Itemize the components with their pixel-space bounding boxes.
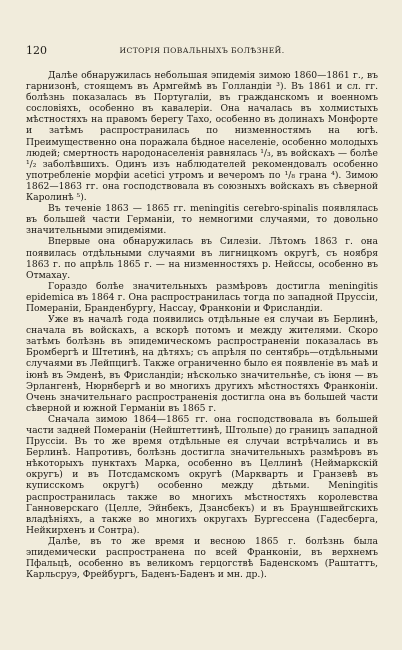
page-number: 120 xyxy=(26,44,47,57)
page-body xyxy=(26,70,378,580)
page-header xyxy=(26,45,378,57)
paragraph: Далѣе обнаружилась небольшая эпидемія зимою 1860—1861 г., въ гарнизонѣ, стоящемъ въ Армгеймѣ въ Голландіи ³). Въ 1861 и сл. гг. болѣзнь показалась въ Португаліи, въ гражданскомъ и военномъ сословіяхъ, особенно въ кавалеріи. Она началась въ холмистыхъ мѣстностяхъ на правомъ берегу Тахо, особенно въ долинахъ Монфорте и затѣмъ распространилась по низменностямъ на югѣ. Преимущественно она поражала бѣдное населеніе, особенно молодыхъ людей; смертность народонаселенія равнялась ¹/₃, въ войскахъ — болѣе ¹/₂ заболѣвшихъ. Одинъ изъ наблюдателей рекомендовалъ особенно употребленіе морфіи acetici утромъ и вечеромъ по ¹/₈ грана ⁴). Зимою 1862—1863 гг. она господствовала въ союзныхъ войскахъ въ сѣверной Каролинѣ ⁵). xyxy=(26,70,378,204)
paragraph: Далѣе, въ то же время и весною 1865 г. болѣзнь была эпидемически распространена по всей Франконіи, въ верхнемъ Пфальцѣ, особенно въ великомъ герцогствѣ Баденскомъ (Раштаттъ, Карльсруэ, Фрейбургъ, Баденъ-Баденъ и мн. др.). xyxy=(26,535,378,581)
paragraph: Уже въ началѣ года появились отдѣльные ея случаи въ Берлинѣ, сначала въ войскахъ, а вскорѣ потомъ и между жителями. Скоро затѣмъ болѣзнь въ эпидемическомъ распространеніи показалась въ Бромбергѣ и Штетинѣ, на дѣтяхъ; съ апрѣля по сентябрь—отдѣльными случаями въ Лейпцигѣ. Также ограниченно было ея появленіе въ маѣ и іюнѣ въ Эмденѣ, въ Фрисландіи; нѣсколько значительнѣе, съ іюня — въ Эрлангенѣ, Нюрнбергѣ и во многихъ другихъ мѣстностяхъ Франконіи. Очень значительнаго распространенія достигла она въ большей части сѣверной и южной Германіи въ 1865 г. xyxy=(26,314,378,414)
paragraph: Сначала зимою 1864—1865 гг. она господствовала въ большей части задней Помераніи (Нейштеттинѣ, Штольпе) до границъ западной Пруссіи. Въ то же время отдѣльные ея случаи встрѣчались и въ Берлинѣ. Напротивъ, болѣзнь достигла значительныхъ размѣровъ въ нѣкоторыхъ пунктахъ Марка, особенно въ Целлинѣ (Неймаркскій округъ) и въ Потсдамскомъ округѣ (Маркварть и Гранзевѣ въ куписскомъ округѣ) особенно между дѣтьми. Meningitis распространилась также во многихъ мѣстностяхъ королевства Ганноверскаго (Целле, Эйнбекъ, Дзансбекъ) и въ Брауншвейгскихъ владѣніяхъ, а также во многихъ округахъ Бургессена (Гадесберга, Нейкирхенъ и Сонтра). xyxy=(26,413,378,536)
running-title: ИСТОРІЯ ПОВАЛЬНЫХЪ БОЛѢЗНЕЙ. xyxy=(119,46,285,55)
paragraph: Впервые она обнаружилась въ Силезіи. Лѣтомъ 1863 г. она появилась отдѣльными случаями въ лигницкомъ округѣ, съ ноября 1863 г. по апрѣль 1865 г. — на низменностяхъ р. Нейссы, особенно въ Отмахау. xyxy=(26,236,378,281)
paragraph: Въ теченіе 1863 — 1865 гг. meningitis cerebro-spinalis появлялась въ большей части Германіи, то немногими случаями, то довольно значительными эпидеміями. xyxy=(26,203,378,237)
paragraph: Гораздо болѣе значительныхъ размѣровъ достигла meningitis epidemica въ 1864 г. Она распространилась тогда по западной Пруссіи, Помераніи, Бранденбургу, Нассау, Франконіи и Фрисландіи. xyxy=(26,280,378,314)
